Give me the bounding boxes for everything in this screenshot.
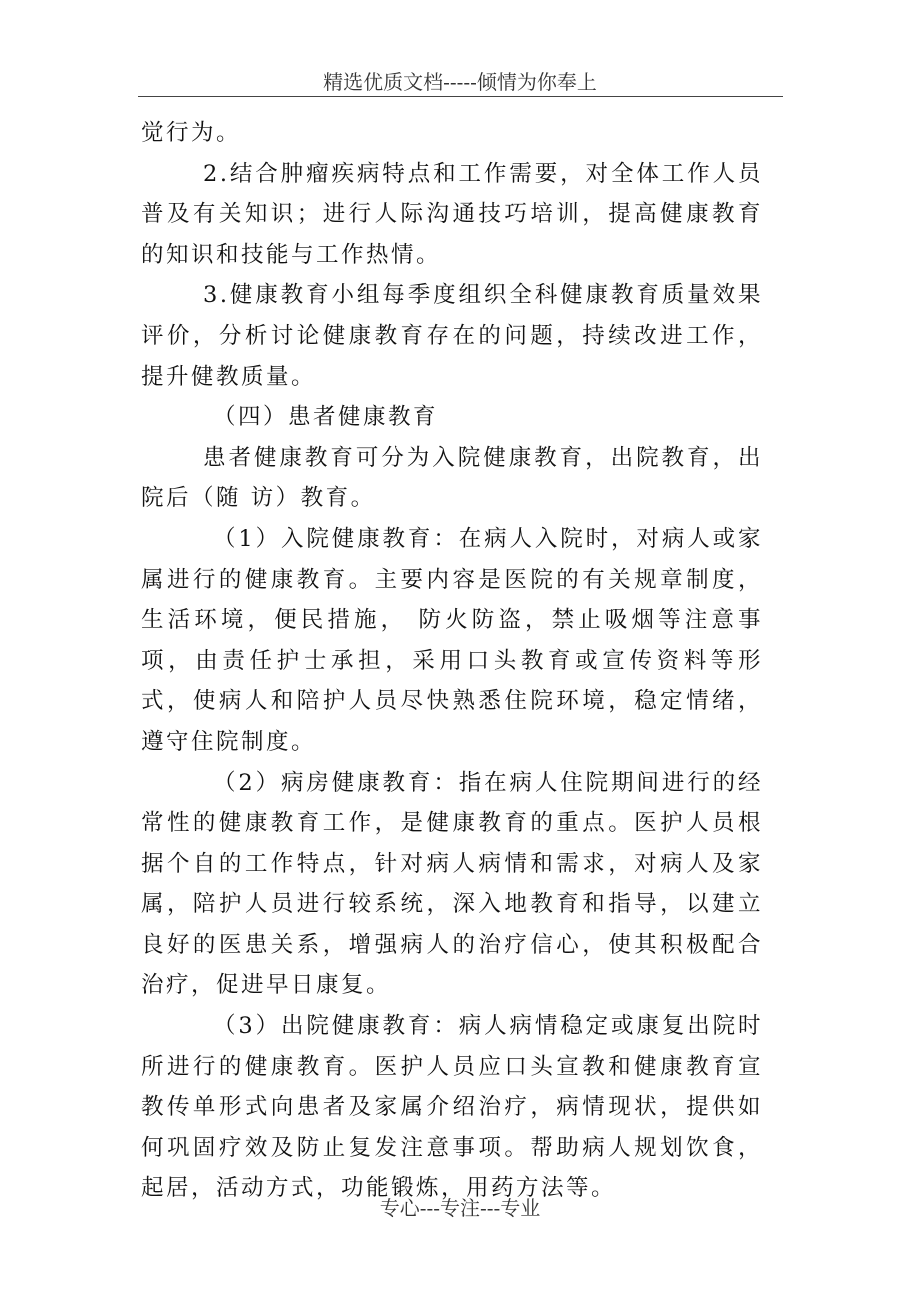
paragraph-admission-education: （1）入院健康教育：在病人入院时，对病人或家属进行的健康教育。主要内容是医院的有关规章制度，生活环境，便民措施， 防火防盗，禁止吸烟等注意事项，由责任护士承担，采用口头教育或宣传资料等形式，使病人和陪护人员尽快熟悉住院环境，稳定情绪，遵守住院制度。 [141,525,763,755]
paragraph-item-2: 2.结合肿瘤疾病特点和工作需要，对全体工作人员普及有关知识；进行人际沟通技巧培训，提高健康教育的知识和技能与工作热情。 [141,160,763,268]
page-header: 精选优质文档-----倾情为你奉上 [323,70,597,94]
paragraph-continued: 觉行为。 [141,120,242,146]
section-heading: （四）患者健康教育 [213,404,439,431]
header-divider [138,96,783,97]
page-footer: 专心---专注---专业 [379,1196,541,1220]
document-body [141,113,763,1209]
paragraph-intro: 患者健康教育可分为入院健康教育，出院教育，出院后（随 访）教育。 [141,444,763,512]
paragraph-discharge-education: （3）出院健康教育：病人病情稳定或康复出院时所进行的健康教育。医护人员应口头宣教和健康教育宣教传单形式向患者及家属介绍治疗，病情现状，提供如何巩固疗效及防止复发注意事项。帮助病人规划饮食，起居，活动方式，功能锻炼，用药方法等。 [141,1013,763,1202]
paragraph-item-3: 3.健康教育小组每季度组织全科健康教育质量效果评价，分析讨论健康教育存在的问题，持续改进工作，提升健教质量。 [141,282,763,390]
paragraph-ward-education: （2）病房健康教育：指在病人住院期间进行的经常性的健康教育工作，是健康教育的重点。医护人员根据个自的工作特点，针对病人病情和需求，对病人及家属，陪护人员进行较系统，深入地教育和指导，以建立良好的医患关系，增强病人的治疗信心，使其积极配合治疗，促进早日康复。 [141,769,763,999]
